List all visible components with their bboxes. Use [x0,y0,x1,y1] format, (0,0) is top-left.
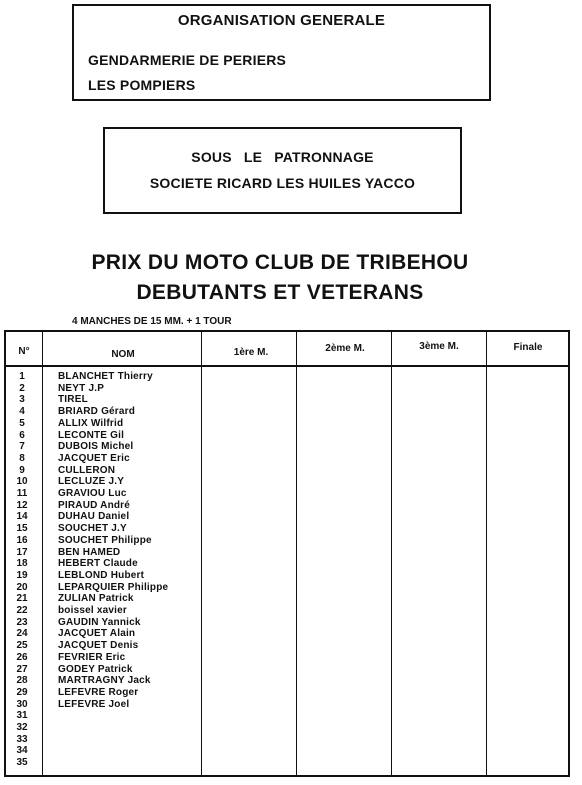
column-header-manche-3: 3ème M. [419,341,459,352]
row-number: 7 [19,441,25,453]
row-rider-name: LEBLOND Hubert [58,569,145,581]
row-number: 16 [16,534,28,546]
row-rider-name: ZULIAN Patrick [58,593,134,605]
row-rider-name: FEVRIER Eric [58,651,126,663]
row-rider-name: HEBERT Claude [58,558,138,570]
row-rider-name: PIRAUD André [58,499,131,511]
row-number: 32 [16,722,28,733]
row-rider-name: BRIARD Gérard [58,406,136,418]
row-rider-name: LECONTE Gil [58,429,125,441]
row-number: 4 [19,406,25,418]
column-divider [42,332,43,775]
results-table [4,330,570,777]
organisation-line-pompiers: LES POMPIERS [88,77,196,93]
organisation-box [72,4,491,101]
row-number: 33 [16,733,28,745]
row-number: 24 [16,628,28,640]
row-number: 31 [16,710,28,722]
column-divider [296,332,297,775]
row-number: 34 [16,745,28,757]
row-number: 6 [19,429,25,441]
row-number: 11 [16,488,28,499]
row-number: 2 [19,382,25,394]
row-number: 27 [16,663,28,675]
row-rider-name: CULLERON [58,464,116,476]
row-rider-name: GODEY Patrick [58,663,133,675]
row-number: 26 [16,651,28,663]
row-number: 19 [16,569,28,581]
row-rider-name: ALLIX Wilfrid [58,417,124,429]
row-rider-name: BLANCHET Thierry [58,371,153,382]
row-number: 10 [16,476,28,488]
row-rider-name: BEN HAMED [58,546,121,558]
row-rider-name: GRAVIOU Luc [58,488,127,499]
column-divider [201,332,202,775]
row-rider-name: SOUCHET Philippe [58,534,152,546]
column-header-manche-1: 1ère M. [233,347,269,358]
row-rider-name: SOUCHET J.Y [58,523,127,535]
column-divider [391,332,392,775]
row-number: 29 [16,686,28,698]
row-rider-name: GAUDIN Yannick [58,616,141,628]
row-rider-name: DUHAU Daniel [58,511,130,523]
row-rider-name: JACQUET Denis [58,640,139,652]
row-rider-name: LEPARQUIER Philippe [58,581,169,593]
organisation-title: ORGANISATION GENERALE [177,12,386,29]
row-rider-name: TIREL [58,394,88,406]
column-header-finale: Finale [513,342,543,353]
row-number: 28 [16,675,28,687]
patronage-line-sponsors: SOCIETE RICARD LES HUILES YACCO [149,175,416,191]
race-format: 4 MANCHES DE 15 MM. + 1 TOUR [72,316,232,327]
row-number: 5 [19,417,25,429]
row-rider-name: JACQUET Alain [58,628,136,640]
organisation-line-gendarmerie: GENDARMERIE DE PERIERS [88,52,287,68]
row-number: 17 [16,546,28,558]
column-header-name: NOM [111,349,135,360]
row-rider-name: NEYT J.P [58,382,105,394]
row-number: 12 [16,499,28,511]
row-number: 9 [19,464,25,476]
page-subtitle-category: DEBUTANTS ET VETERANS [136,281,424,304]
row-number: 30 [16,698,28,710]
patronage-line-1: SOUS LE PATRONNAGE [191,149,374,165]
page-title: PRIX DU MOTO CLUB DE TRIBEHOU [91,251,469,274]
row-number: 21 [16,593,28,605]
row-rider-name: LECLUZE J.Y [58,476,125,488]
patronage-box [103,127,462,214]
row-rider-name: LEFEVRE Joel [58,698,130,710]
column-header-manche-2: 2ème M. [325,343,365,354]
column-header-number: N° [18,346,30,357]
row-rider-name: DUBOIS Michel [58,441,134,453]
row-number: 20 [16,581,28,593]
row-number: 14 [16,511,28,523]
row-number: 8 [19,452,25,464]
row-number: 35 [16,757,28,769]
row-rider-name: JACQUET Eric [58,452,130,464]
row-number: 23 [16,616,28,628]
row-rider-name: boissel xavier [58,605,127,616]
row-rider-name: MARTRAGNY Jack [58,675,151,687]
row-number: 15 [16,523,28,535]
row-rider-name: LEFEVRE Roger [58,686,139,698]
row-number: 22 [16,605,28,616]
row-number: 18 [16,558,28,570]
row-number: 3 [19,394,25,406]
row-number: 1 [19,371,25,382]
header-divider [6,365,568,367]
column-divider [486,332,487,775]
row-number: 25 [16,640,28,652]
